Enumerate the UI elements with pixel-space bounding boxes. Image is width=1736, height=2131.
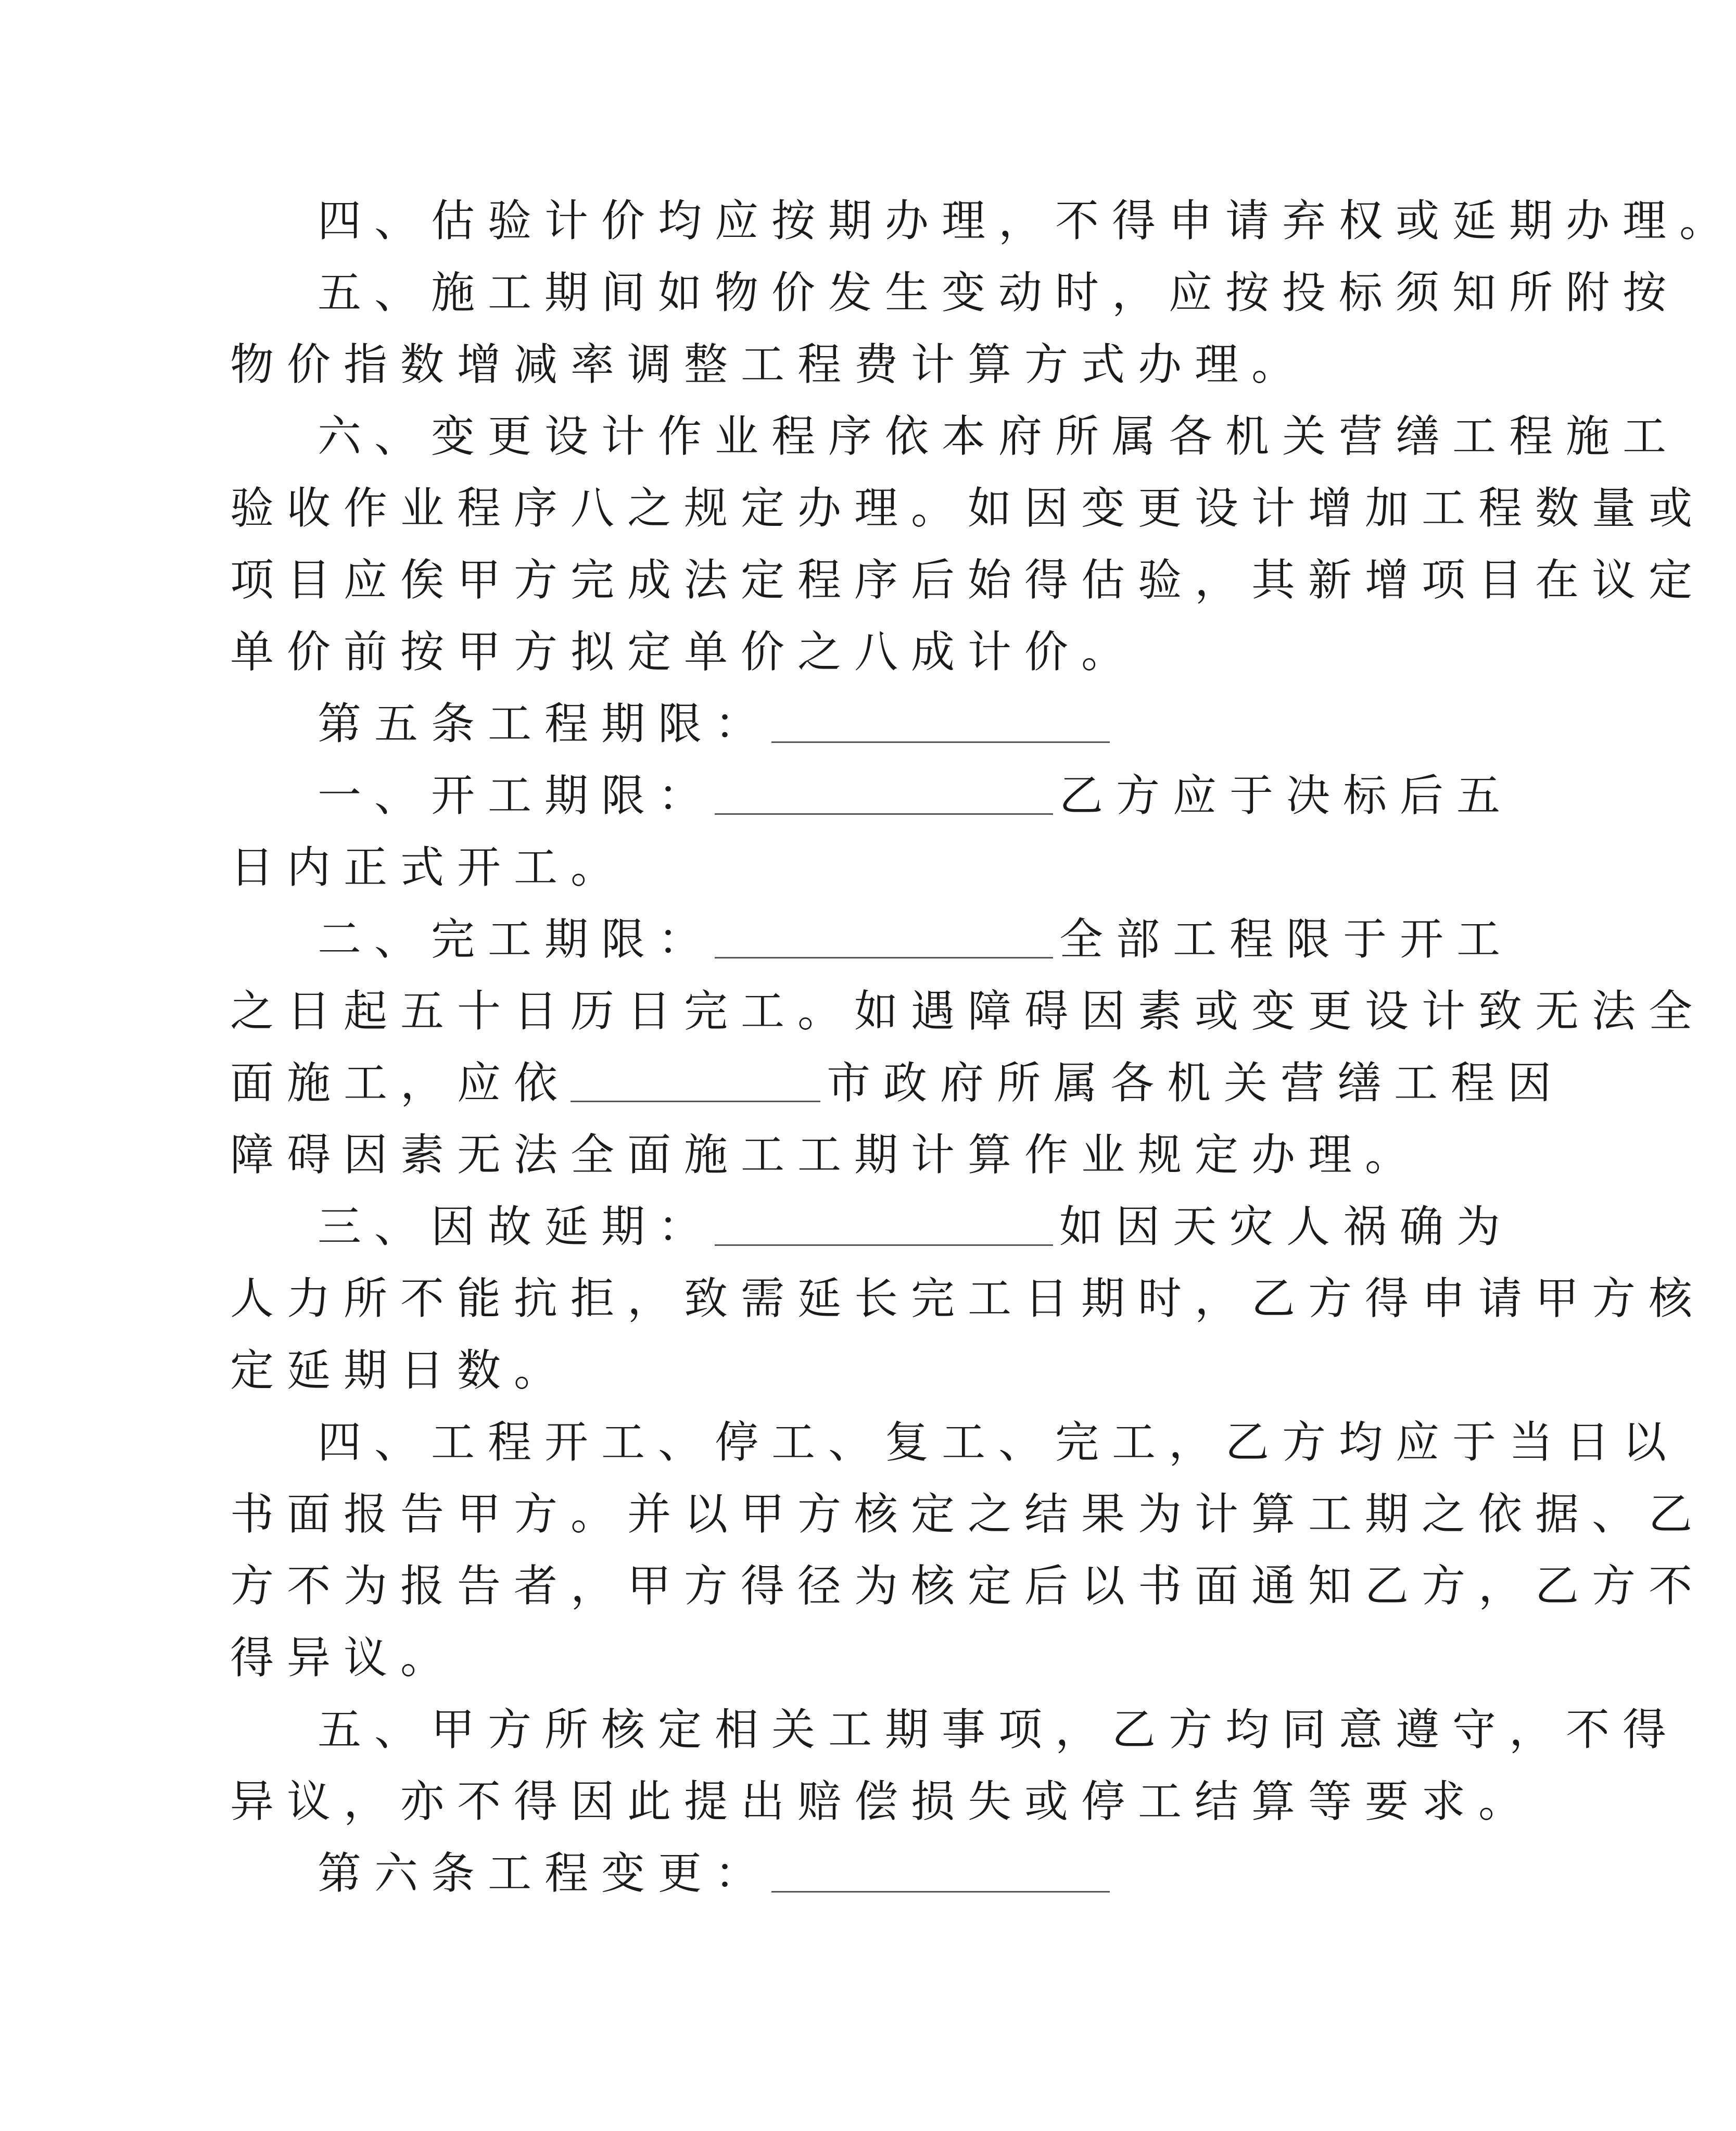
completion-period-line-3: [230, 1047, 1565, 1119]
item-label: 二、完工期限：: [318, 914, 715, 965]
text-line: 五、施工期间如物价发生变动时，应按投标须知所附按: [318, 267, 1680, 318]
delay-blank[interactable]: [715, 1208, 1053, 1246]
document-body: [230, 185, 1736, 1909]
text-line: 四、估验计价均应按期办理，不得申请弃权或延期办理。: [318, 195, 1736, 246]
text-line: 得异议。: [230, 1632, 458, 1683]
completion-period-blank[interactable]: [715, 921, 1053, 959]
article-heading: 第五条工程期限：: [318, 698, 772, 749]
clause-5-line-1: [230, 257, 1680, 329]
start-period-line-2: [230, 831, 1282, 903]
start-period-blank[interactable]: [715, 777, 1053, 815]
text-line: 定延期日数。: [230, 1345, 571, 1396]
article-heading: 第六条工程变更：: [318, 1848, 772, 1899]
text-line: 书面报告甲方。并以甲方核定之结果为计算工期之依据、乙: [230, 1489, 1706, 1540]
item-label: 面施工，应依: [230, 1057, 571, 1108]
delay-line: [230, 1191, 1514, 1263]
clause-5-line-2: [230, 329, 1309, 400]
text-line: 人力所不能抗拒，致需延长完工日期时，乙方得申请甲方核: [230, 1273, 1706, 1324]
item-label: 一、开工期限：: [318, 770, 715, 821]
item-text: 全部工程限于开工: [1059, 914, 1514, 965]
clause-6-line-3: [230, 544, 1706, 616]
text-line: 异议，亦不得因此提出赔偿损失或停工结算等要求。: [230, 1776, 1536, 1827]
completion-period-line-4: [230, 1119, 1422, 1191]
completion-period-line: [230, 903, 1514, 975]
item-text: 市政府所属各机关营缮工程因: [827, 1057, 1565, 1108]
text-line: 物价指数增减率调整工程费计算方式办理。: [230, 339, 1309, 390]
report-clause-line-1: [230, 1406, 1680, 1478]
compliance-clause-line-2: [230, 1766, 1536, 1837]
text-line: 验收作业程序八之规定办理。如因变更设计增加工程数量或: [230, 483, 1706, 534]
delay-line-3: [230, 1334, 1282, 1406]
clause-4-line: [230, 185, 1736, 257]
city-name-blank[interactable]: [571, 1064, 820, 1102]
text-line: 方不为报告者，甲方得径为核定后以书面通知乙方，乙方不: [230, 1560, 1706, 1611]
text-line: 障碍因素无法全面施工工期计算作业规定办理。: [230, 1129, 1422, 1180]
text-line: 项目应俟甲方完成法定程序后始得估验，其新增项目在议定: [230, 554, 1706, 606]
text-line: 六、变更设计作业程序依本府所属各机关营缮工程施工: [318, 411, 1680, 462]
item-text: 乙方应于决标后五: [1059, 770, 1514, 821]
text-line: 日内正式开工。: [230, 842, 628, 893]
report-clause-line-4: [230, 1622, 1282, 1694]
article-6-blank[interactable]: [771, 1855, 1110, 1893]
report-clause-line-3: [230, 1550, 1706, 1622]
text-line: 单价前按甲方拟定单价之八成计价。: [230, 626, 1138, 677]
article-5-blank[interactable]: [771, 705, 1110, 743]
item-text: 如因天灾人祸确为: [1059, 1201, 1514, 1252]
compliance-clause-line-1: [230, 1694, 1680, 1766]
clause-6-line-4: [230, 616, 1282, 688]
item-label: 三、因故延期：: [318, 1201, 715, 1252]
delay-line-2: [230, 1263, 1706, 1334]
completion-period-line-2: [230, 975, 1706, 1047]
clause-6-line-1: [230, 400, 1680, 472]
text-line: 五、甲方所核定相关工期事项，乙方均同意遵守，不得: [318, 1704, 1680, 1755]
article-6-heading: [230, 1837, 1282, 1909]
text-line: 之日起五十日历日完工。如遇障碍因素或变更设计致无法全: [230, 986, 1706, 1037]
report-clause-line-2: [230, 1478, 1706, 1550]
article-5-heading: [230, 688, 1282, 760]
start-period-line: [230, 760, 1514, 831]
text-line: 四、工程开工、停工、复工、完工，乙方均应于当日以: [318, 1417, 1680, 1468]
clause-6-line-2: [230, 472, 1706, 544]
